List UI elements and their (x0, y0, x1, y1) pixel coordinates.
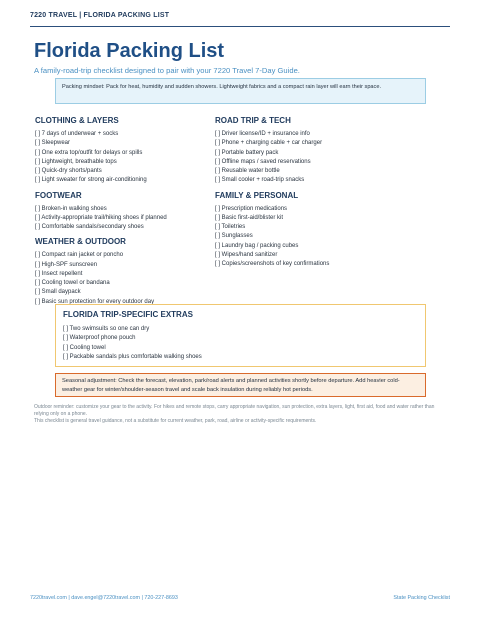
page-title: Florida Packing List (34, 40, 225, 62)
checklist-item: [ ] Basic first-aid/blister kit (215, 214, 284, 221)
checklist-item: [ ] Broken-in walking shoes (35, 205, 107, 212)
disclaimer: This checklist is general travel guidance, not a substitute for current weather, park, road, airline or activity-specific requirements. (34, 418, 317, 424)
page-subtitle: A family-road-trip checklist designed to pair with your 7220 Travel 7-Day Guide. (34, 66, 300, 75)
footer-contact: 7220travel.com | dave.engel@7220travel.com | 720-227-8693 (30, 595, 178, 601)
section-weather-outdoor (35, 237, 225, 307)
section-title: ROAD TRIP & TECH (215, 116, 291, 125)
checklist-item: [ ] Driver license/ID + insurance info (215, 131, 310, 137)
checklist-item: [ ] Sunglasses (215, 233, 253, 240)
checklist-item: [ ] Laundry bag / packing cubes (215, 242, 299, 249)
checklist-item: [ ] Prescription medications (215, 205, 288, 212)
checklist-item: [ ] Lightweight, breathable tops (35, 158, 117, 165)
checklist-item: [ ] Insect repellent (35, 270, 83, 277)
checklist-item: [ ] Activity-appropriate trail/hiking shoes if planned (35, 214, 167, 221)
florida-extras-box (55, 304, 426, 367)
header-divider (30, 26, 450, 27)
checklist-item: [ ] Phone + charging cable + car charger (215, 140, 323, 147)
checklist-item: [ ] Basic sun protection for every outdoor day (35, 298, 155, 305)
checklist-item: [ ] Small cooler + road-trip snacks (215, 177, 305, 184)
footer-doc-name: State Packing Checklist (393, 595, 450, 601)
section-title: WEATHER & OUTDOOR (35, 237, 126, 247)
checklist-item: [ ] Reusable water bottle (215, 168, 280, 174)
section-footwear (35, 191, 225, 233)
section-title: FLORIDA TRIP-SPECIFIC EXTRAS (63, 310, 193, 319)
section-road-trip-tech (215, 116, 405, 186)
checklist-item: [ ] Compact rain jacket or poncho (35, 252, 124, 259)
checklist-item: [ ] Light sweater for strong air-conditioning (35, 177, 147, 184)
checklist-item: [ ] Cooling towel or bandana (35, 280, 110, 286)
checklist-item: [ ] High-SPF sunscreen (35, 261, 98, 268)
seasonal-adjustment-callout: Seasonal adjustment: Check the forecast, elevation, park/road alerts and planned activities shortly before departure. Add heavier cold-weather gear for winter/shoulder-season travel and scale back insulation during reliably hot periods. (55, 373, 426, 397)
checklist-item: [ ] Copies/screenshots of key confirmations (215, 261, 330, 267)
section-title: FAMILY & PERSONAL (215, 190, 299, 200)
section-clothing (35, 116, 225, 186)
left-column (35, 116, 225, 312)
checklist-item: [ ] Cooling towel (63, 344, 106, 351)
checklist-item: [ ] Packable sandals plus comfortable walking shoes (63, 353, 202, 360)
checklist-item: [ ] Sleepwear (35, 140, 71, 147)
checklist-item: [ ] Portable battery pack (215, 149, 279, 156)
checklist-item: [ ] Two swimsuits so one can dry (63, 326, 150, 332)
section-title: CLOTHING & LAYERS (35, 116, 119, 125)
section-family-personal (215, 191, 405, 270)
packing-mindset-callout: Packing mindset: Pack for heat, humidity and sudden showers. Lightweight fabrics and a compact rain layer will earn their space. (55, 78, 426, 104)
checklist-item: [ ] Waterproof phone pouch (63, 335, 136, 342)
checklist-item: [ ] Toiletries (215, 224, 246, 230)
checklist-item: [ ] Quick-dry shorts/pants (35, 168, 102, 174)
checklist-item: [ ] Offline maps / saved reservations (215, 158, 311, 165)
checklist-item: [ ] Comfortable sandals/secondary shoes (35, 224, 144, 230)
checklist-item: [ ] 7 days of underwear + socks (35, 131, 119, 137)
page-header: 7220 TRAVEL | FLORIDA PACKING LIST (30, 12, 170, 19)
checklist-item: [ ] Wipes/hand sanitizer (215, 251, 278, 258)
outdoor-reminder: Outdoor reminder: customize your gear to the activity. For hikes and remote stops, carry appropriate navigation, sun protection, extra layers, light, first aid, food and water rather than relying only on a phone. (34, 404, 435, 417)
checklist-item: [ ] Small daypack (35, 289, 81, 296)
section-title: FOOTWEAR (35, 190, 82, 200)
checklist-item: [ ] One extra top/outfit for delays or spills (35, 149, 143, 156)
right-column (215, 116, 405, 274)
